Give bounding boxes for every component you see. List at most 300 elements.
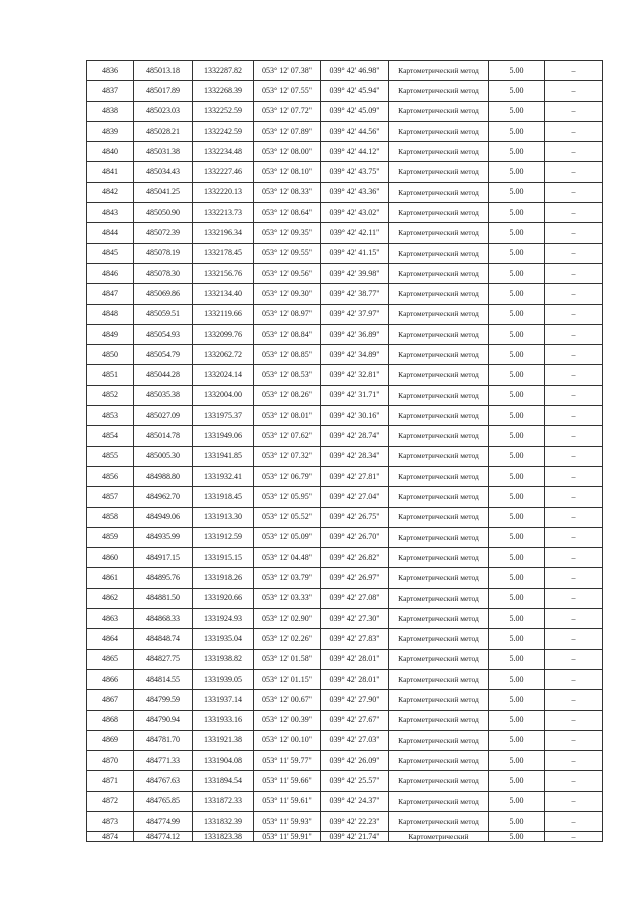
point-number-cell: 4837 (87, 81, 134, 101)
y-coordinate-cell: 1332119.66 (193, 304, 254, 324)
description-cell: – (545, 730, 603, 750)
latitude-cell: 053° 12' 08.84" (254, 324, 321, 344)
point-number-cell: 4841 (87, 162, 134, 182)
table-row (87, 609, 603, 629)
method-cell: Картометрический метод (389, 548, 489, 568)
method-cell: Картометрический метод (389, 263, 489, 283)
table-row (87, 507, 603, 527)
accuracy-cell: 5.00 (489, 182, 545, 202)
description-cell: – (545, 182, 603, 202)
accuracy-cell: 5.00 (489, 527, 545, 547)
accuracy-cell: 5.00 (489, 162, 545, 182)
latitude-cell: 053° 12' 05.95" (254, 487, 321, 507)
x-coordinate-cell: 484868.33 (134, 609, 193, 629)
y-coordinate-cell: 1331938.82 (193, 649, 254, 669)
y-coordinate-cell: 1332099.76 (193, 324, 254, 344)
table-row (87, 81, 603, 101)
method-cell: Картометрический метод (389, 61, 489, 81)
longitude-cell: 039° 42' 25.57" (321, 771, 389, 791)
accuracy-cell: 5.00 (489, 629, 545, 649)
x-coordinate-cell: 485041.25 (134, 182, 193, 202)
longitude-cell: 039° 42' 27.04" (321, 487, 389, 507)
y-coordinate-cell: 1332213.73 (193, 203, 254, 223)
method-cell: Картометрический метод (389, 426, 489, 446)
description-cell: – (545, 487, 603, 507)
latitude-cell: 053° 12' 08.97" (254, 304, 321, 324)
x-coordinate-cell: 484949.06 (134, 507, 193, 527)
latitude-cell: 053° 11' 59.61" (254, 791, 321, 811)
longitude-cell: 039° 42' 27.08" (321, 588, 389, 608)
method-cell: Картометрический метод (389, 791, 489, 811)
method-cell: Картометрический метод (389, 101, 489, 121)
latitude-cell: 053° 11' 59.91" (254, 832, 321, 842)
method-cell: Картометрический метод (389, 466, 489, 486)
method-cell: Картометрический метод (389, 182, 489, 202)
point-number-cell: 4848 (87, 304, 134, 324)
coordinates-table-body (87, 61, 603, 842)
table-row (87, 162, 603, 182)
description-cell: – (545, 121, 603, 141)
x-coordinate-cell: 485034.43 (134, 162, 193, 182)
longitude-cell: 039° 42' 43.36" (321, 182, 389, 202)
point-number-cell: 4868 (87, 710, 134, 730)
method-cell: Картометрический метод (389, 446, 489, 466)
accuracy-cell: 5.00 (489, 406, 545, 426)
description-cell: – (545, 385, 603, 405)
x-coordinate-cell: 485054.79 (134, 345, 193, 365)
method-cell: Картометрический метод (389, 811, 489, 831)
longitude-cell: 039° 42' 30.16" (321, 406, 389, 426)
latitude-cell: 053° 12' 00.39" (254, 710, 321, 730)
description-cell: – (545, 791, 603, 811)
y-coordinate-cell: 1332234.48 (193, 142, 254, 162)
y-coordinate-cell: 1332004.00 (193, 385, 254, 405)
latitude-cell: 053° 12' 01.58" (254, 649, 321, 669)
point-number-cell: 4864 (87, 629, 134, 649)
x-coordinate-cell: 484774.99 (134, 811, 193, 831)
point-number-cell: 4836 (87, 61, 134, 81)
latitude-cell: 053° 12' 09.56" (254, 263, 321, 283)
accuracy-cell: 5.00 (489, 588, 545, 608)
accuracy-cell: 5.00 (489, 263, 545, 283)
x-coordinate-cell: 485069.86 (134, 284, 193, 304)
x-coordinate-cell: 484799.59 (134, 690, 193, 710)
description-cell: – (545, 345, 603, 365)
point-number-cell: 4862 (87, 588, 134, 608)
x-coordinate-cell: 485050.90 (134, 203, 193, 223)
description-cell: – (545, 832, 603, 842)
table-row (87, 771, 603, 791)
method-cell: Картометрический метод (389, 568, 489, 588)
table-row (87, 629, 603, 649)
x-coordinate-cell: 485044.28 (134, 365, 193, 385)
accuracy-cell: 5.00 (489, 284, 545, 304)
x-coordinate-cell: 484765.85 (134, 791, 193, 811)
x-coordinate-cell: 485017.89 (134, 81, 193, 101)
point-number-cell: 4847 (87, 284, 134, 304)
description-cell: – (545, 142, 603, 162)
table-row (87, 324, 603, 344)
accuracy-cell: 5.00 (489, 385, 545, 405)
accuracy-cell: 5.00 (489, 243, 545, 263)
point-number-cell: 4854 (87, 426, 134, 446)
point-number-cell: 4852 (87, 385, 134, 405)
x-coordinate-cell: 485059.51 (134, 304, 193, 324)
longitude-cell: 039° 42' 44.12" (321, 142, 389, 162)
table-row (87, 588, 603, 608)
longitude-cell: 039° 42' 27.30" (321, 609, 389, 629)
method-cell: Картометрический метод (389, 162, 489, 182)
point-number-cell: 4858 (87, 507, 134, 527)
longitude-cell: 039° 42' 36.89" (321, 324, 389, 344)
y-coordinate-cell: 1331823.38 (193, 832, 254, 842)
table-row (87, 61, 603, 81)
longitude-cell: 039° 42' 24.37" (321, 791, 389, 811)
description-cell: – (545, 81, 603, 101)
longitude-cell: 039° 42' 41.15" (321, 243, 389, 263)
latitude-cell: 053° 12' 07.38" (254, 61, 321, 81)
point-number-cell: 4844 (87, 223, 134, 243)
y-coordinate-cell: 1332156.76 (193, 263, 254, 283)
y-coordinate-cell: 1332242.59 (193, 121, 254, 141)
x-coordinate-cell: 485078.30 (134, 263, 193, 283)
description-cell: – (545, 223, 603, 243)
y-coordinate-cell: 1331924.93 (193, 609, 254, 629)
description-cell: – (545, 771, 603, 791)
longitude-cell: 039° 42' 43.02" (321, 203, 389, 223)
accuracy-cell: 5.00 (489, 487, 545, 507)
table-row (87, 669, 603, 689)
latitude-cell: 053° 12' 07.72" (254, 101, 321, 121)
x-coordinate-cell: 484790.94 (134, 710, 193, 730)
longitude-cell: 039° 42' 42.11" (321, 223, 389, 243)
point-number-cell: 4846 (87, 263, 134, 283)
longitude-cell: 039° 42' 27.83" (321, 629, 389, 649)
y-coordinate-cell: 1331932.41 (193, 466, 254, 486)
accuracy-cell: 5.00 (489, 751, 545, 771)
description-cell: – (545, 263, 603, 283)
accuracy-cell: 5.00 (489, 101, 545, 121)
accuracy-cell: 5.00 (489, 832, 545, 842)
table-row (87, 385, 603, 405)
table-row (87, 365, 603, 385)
y-coordinate-cell: 1332196.34 (193, 223, 254, 243)
method-cell: Картометрический метод (389, 771, 489, 791)
x-coordinate-cell: 484827.75 (134, 649, 193, 669)
table-row (87, 446, 603, 466)
method-cell: Картометрический метод (389, 284, 489, 304)
x-coordinate-cell: 485013.18 (134, 61, 193, 81)
point-number-cell: 4871 (87, 771, 134, 791)
table-row (87, 243, 603, 263)
point-number-cell: 4843 (87, 203, 134, 223)
point-number-cell: 4859 (87, 527, 134, 547)
description-cell: – (545, 690, 603, 710)
y-coordinate-cell: 1332024.14 (193, 365, 254, 385)
table-row (87, 345, 603, 365)
longitude-cell: 039° 42' 46.98" (321, 61, 389, 81)
longitude-cell: 039° 42' 28.74" (321, 426, 389, 446)
accuracy-cell: 5.00 (489, 771, 545, 791)
table-row (87, 121, 603, 141)
description-cell: – (545, 304, 603, 324)
longitude-cell: 039° 42' 37.97" (321, 304, 389, 324)
y-coordinate-cell: 1331912.59 (193, 527, 254, 547)
method-cell: Картометрический метод (389, 223, 489, 243)
latitude-cell: 053° 12' 03.33" (254, 588, 321, 608)
method-cell: Картометрический метод (389, 710, 489, 730)
accuracy-cell: 5.00 (489, 61, 545, 81)
latitude-cell: 053° 12' 09.30" (254, 284, 321, 304)
table-row (87, 487, 603, 507)
x-coordinate-cell: 485035.38 (134, 385, 193, 405)
table-row (87, 730, 603, 750)
point-number-cell: 4874 (87, 832, 134, 842)
accuracy-cell: 5.00 (489, 345, 545, 365)
latitude-cell: 053° 12' 03.79" (254, 568, 321, 588)
table-row (87, 406, 603, 426)
latitude-cell: 053° 12' 08.01" (254, 406, 321, 426)
y-coordinate-cell: 1332287.82 (193, 61, 254, 81)
method-cell: Картометрический метод (389, 81, 489, 101)
y-coordinate-cell: 1331915.15 (193, 548, 254, 568)
point-number-cell: 4873 (87, 811, 134, 831)
x-coordinate-cell: 484988.80 (134, 466, 193, 486)
description-cell: – (545, 527, 603, 547)
latitude-cell: 053° 12' 02.90" (254, 609, 321, 629)
y-coordinate-cell: 1331918.26 (193, 568, 254, 588)
table-row (87, 568, 603, 588)
method-cell: Картометрический метод (389, 649, 489, 669)
table-row (87, 751, 603, 771)
point-number-cell: 4861 (87, 568, 134, 588)
longitude-cell: 039° 42' 44.56" (321, 121, 389, 141)
longitude-cell: 039° 42' 21.74" (321, 832, 389, 842)
method-cell: Картометрический метод (389, 507, 489, 527)
description-cell: – (545, 466, 603, 486)
table-row (87, 548, 603, 568)
y-coordinate-cell: 1331832.39 (193, 811, 254, 831)
x-coordinate-cell: 484767.63 (134, 771, 193, 791)
point-number-cell: 4867 (87, 690, 134, 710)
description-cell: – (545, 101, 603, 121)
method-cell: Картометрический метод (389, 385, 489, 405)
description-cell: – (545, 162, 603, 182)
description-cell: – (545, 588, 603, 608)
x-coordinate-cell: 485078.19 (134, 243, 193, 263)
latitude-cell: 053° 12' 00.10" (254, 730, 321, 750)
longitude-cell: 039° 42' 27.67" (321, 710, 389, 730)
table-row (87, 466, 603, 486)
accuracy-cell: 5.00 (489, 304, 545, 324)
longitude-cell: 039° 42' 28.01" (321, 649, 389, 669)
document-page (86, 60, 602, 842)
longitude-cell: 039° 42' 34.89" (321, 345, 389, 365)
method-cell: Картометрический метод (389, 690, 489, 710)
description-cell: – (545, 751, 603, 771)
description-cell: – (545, 406, 603, 426)
latitude-cell: 053° 12' 05.09" (254, 527, 321, 547)
y-coordinate-cell: 1331920.66 (193, 588, 254, 608)
point-number-cell: 4842 (87, 182, 134, 202)
point-number-cell: 4838 (87, 101, 134, 121)
latitude-cell: 053° 12' 09.35" (254, 223, 321, 243)
accuracy-cell: 5.00 (489, 426, 545, 446)
x-coordinate-cell: 485027.09 (134, 406, 193, 426)
accuracy-cell: 5.00 (489, 710, 545, 730)
point-number-cell: 4857 (87, 487, 134, 507)
y-coordinate-cell: 1331918.45 (193, 487, 254, 507)
latitude-cell: 053° 12' 05.52" (254, 507, 321, 527)
point-number-cell: 4866 (87, 669, 134, 689)
table-row (87, 203, 603, 223)
accuracy-cell: 5.00 (489, 81, 545, 101)
accuracy-cell: 5.00 (489, 669, 545, 689)
y-coordinate-cell: 1332252.59 (193, 101, 254, 121)
latitude-cell: 053° 11' 59.77" (254, 751, 321, 771)
method-cell: Картометрический метод (389, 751, 489, 771)
x-coordinate-cell: 484814.55 (134, 669, 193, 689)
method-cell: Картометрический метод (389, 345, 489, 365)
x-coordinate-cell: 484935.99 (134, 527, 193, 547)
x-coordinate-cell: 485054.93 (134, 324, 193, 344)
point-number-cell: 4845 (87, 243, 134, 263)
accuracy-cell: 5.00 (489, 121, 545, 141)
latitude-cell: 053° 12' 04.48" (254, 548, 321, 568)
longitude-cell: 039° 42' 22.23" (321, 811, 389, 831)
x-coordinate-cell: 484781.70 (134, 730, 193, 750)
longitude-cell: 039° 42' 45.09" (321, 101, 389, 121)
x-coordinate-cell: 485031.38 (134, 142, 193, 162)
table-row (87, 263, 603, 283)
description-cell: – (545, 426, 603, 446)
method-cell: Картометрический метод (389, 203, 489, 223)
method-cell: Картометрический метод (389, 669, 489, 689)
y-coordinate-cell: 1331894.54 (193, 771, 254, 791)
y-coordinate-cell: 1331904.08 (193, 751, 254, 771)
table-row (87, 101, 603, 121)
longitude-cell: 039° 42' 27.03" (321, 730, 389, 750)
longitude-cell: 039° 42' 26.09" (321, 751, 389, 771)
description-cell: – (545, 811, 603, 831)
accuracy-cell: 5.00 (489, 142, 545, 162)
method-cell: Картометрический метод (389, 629, 489, 649)
accuracy-cell: 5.00 (489, 446, 545, 466)
method-cell: Картометрический метод (389, 121, 489, 141)
table-row (87, 832, 603, 842)
table-row (87, 284, 603, 304)
y-coordinate-cell: 1331913.30 (193, 507, 254, 527)
latitude-cell: 053° 12' 07.55" (254, 81, 321, 101)
accuracy-cell: 5.00 (489, 324, 545, 344)
latitude-cell: 053° 12' 00.67" (254, 690, 321, 710)
table-row (87, 304, 603, 324)
table-row (87, 649, 603, 669)
x-coordinate-cell: 485072.39 (134, 223, 193, 243)
latitude-cell: 053° 12' 08.26" (254, 385, 321, 405)
description-cell: – (545, 548, 603, 568)
x-coordinate-cell: 484962.70 (134, 487, 193, 507)
x-coordinate-cell: 485028.21 (134, 121, 193, 141)
longitude-cell: 039° 42' 26.75" (321, 507, 389, 527)
point-number-cell: 4860 (87, 548, 134, 568)
y-coordinate-cell: 1331937.14 (193, 690, 254, 710)
point-number-cell: 4853 (87, 406, 134, 426)
y-coordinate-cell: 1332268.39 (193, 81, 254, 101)
accuracy-cell: 5.00 (489, 791, 545, 811)
method-cell: Картометрический метод (389, 406, 489, 426)
accuracy-cell: 5.00 (489, 548, 545, 568)
y-coordinate-cell: 1332220.13 (193, 182, 254, 202)
method-cell: Картометрический метод (389, 304, 489, 324)
latitude-cell: 053° 11' 59.93" (254, 811, 321, 831)
longitude-cell: 039° 42' 38.77" (321, 284, 389, 304)
description-cell: – (545, 629, 603, 649)
y-coordinate-cell: 1331933.16 (193, 710, 254, 730)
accuracy-cell: 5.00 (489, 609, 545, 629)
point-number-cell: 4863 (87, 609, 134, 629)
latitude-cell: 053° 12' 09.55" (254, 243, 321, 263)
accuracy-cell: 5.00 (489, 730, 545, 750)
longitude-cell: 039° 42' 39.98" (321, 263, 389, 283)
description-cell: – (545, 243, 603, 263)
method-cell: Картометрический метод (389, 365, 489, 385)
table-row (87, 223, 603, 243)
point-number-cell: 4855 (87, 446, 134, 466)
y-coordinate-cell: 1332227.46 (193, 162, 254, 182)
table-row (87, 182, 603, 202)
point-number-cell: 4850 (87, 345, 134, 365)
latitude-cell: 053° 11' 59.66" (254, 771, 321, 791)
point-number-cell: 4849 (87, 324, 134, 344)
point-number-cell: 4839 (87, 121, 134, 141)
y-coordinate-cell: 1331975.37 (193, 406, 254, 426)
point-number-cell: 4840 (87, 142, 134, 162)
latitude-cell: 053° 12' 07.62" (254, 426, 321, 446)
accuracy-cell: 5.00 (489, 466, 545, 486)
method-cell: Картометрический метод (389, 487, 489, 507)
method-cell: Картометрический метод (389, 609, 489, 629)
method-cell: Картометрический метод (389, 527, 489, 547)
longitude-cell: 039° 42' 28.34" (321, 446, 389, 466)
latitude-cell: 053° 12' 07.89" (254, 121, 321, 141)
description-cell: – (545, 507, 603, 527)
y-coordinate-cell: 1331941.85 (193, 446, 254, 466)
method-cell: Картометрический метод (389, 324, 489, 344)
latitude-cell: 053° 12' 08.53" (254, 365, 321, 385)
table-row (87, 690, 603, 710)
y-coordinate-cell: 1332178.45 (193, 243, 254, 263)
point-number-cell: 4865 (87, 649, 134, 669)
table-row (87, 527, 603, 547)
description-cell: – (545, 324, 603, 344)
description-cell: – (545, 365, 603, 385)
description-cell: – (545, 284, 603, 304)
latitude-cell: 053° 12' 06.79" (254, 466, 321, 486)
table-row (87, 426, 603, 446)
y-coordinate-cell: 1331921.38 (193, 730, 254, 750)
longitude-cell: 039° 42' 43.75" (321, 162, 389, 182)
y-coordinate-cell: 1332134.40 (193, 284, 254, 304)
accuracy-cell: 5.00 (489, 690, 545, 710)
description-cell: – (545, 203, 603, 223)
longitude-cell: 039° 42' 27.81" (321, 466, 389, 486)
longitude-cell: 039° 42' 45.94" (321, 81, 389, 101)
x-coordinate-cell: 485023.03 (134, 101, 193, 121)
accuracy-cell: 5.00 (489, 203, 545, 223)
x-coordinate-cell: 484881.50 (134, 588, 193, 608)
point-number-cell: 4869 (87, 730, 134, 750)
